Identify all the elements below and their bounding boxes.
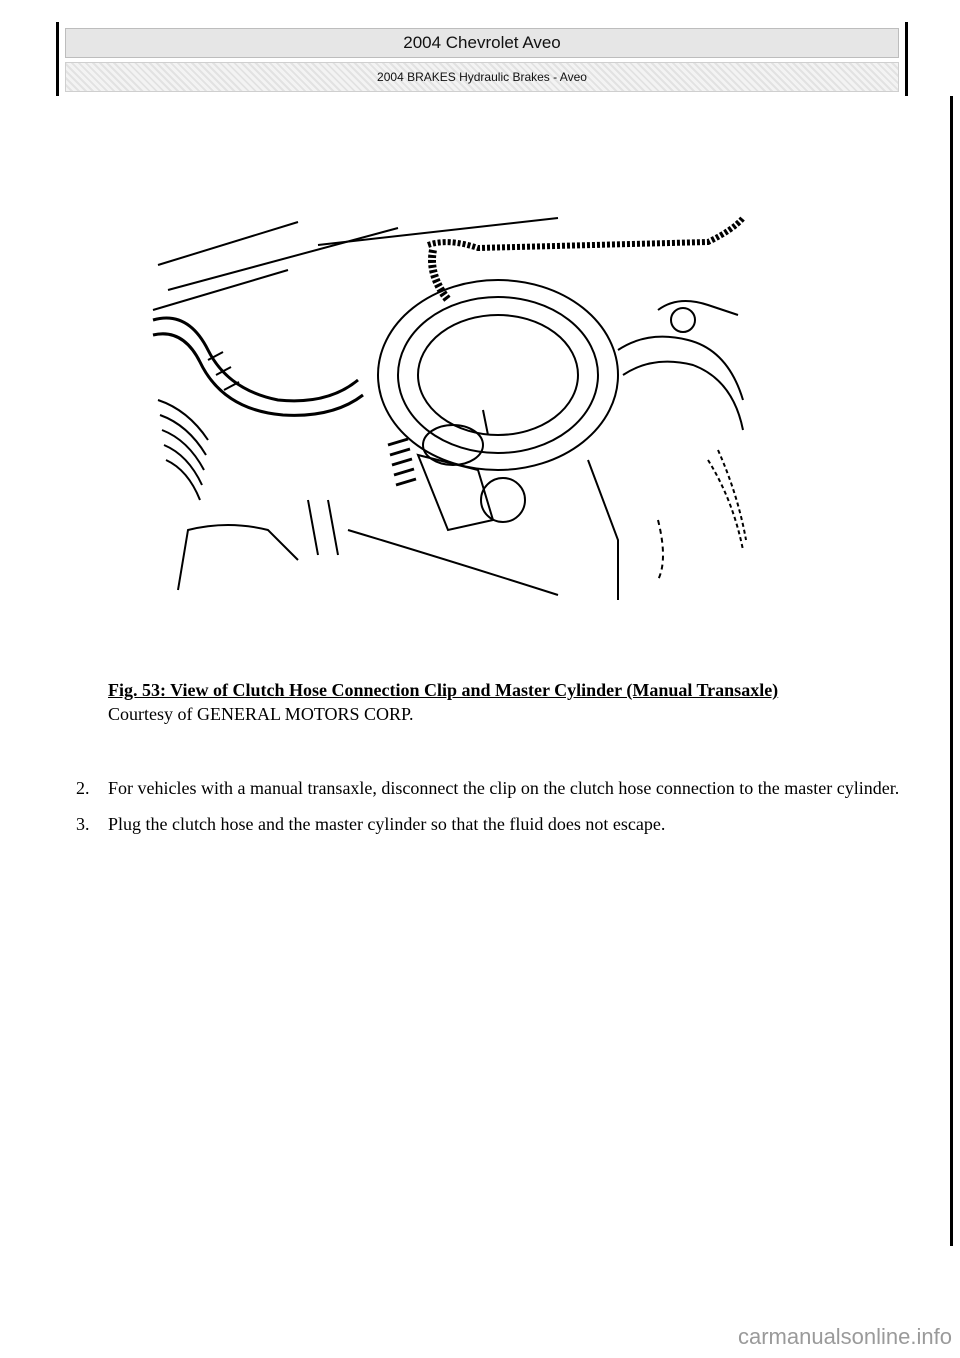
procedure-steps bbox=[76, 776, 916, 848]
document-title: 2004 Chevrolet Aveo bbox=[65, 28, 899, 58]
step-text: Plug the clutch hose and the master cylinder so that the fluid does not escape. bbox=[108, 814, 666, 834]
brake-master-cylinder-illustration bbox=[148, 200, 748, 610]
step-number: 2. bbox=[76, 778, 90, 798]
step-number: 3. bbox=[76, 814, 90, 834]
footer-watermark: carmanualsonline.info bbox=[737, 1324, 952, 1349]
caption-credit: Courtesy of GENERAL MOTORS CORP. bbox=[108, 704, 414, 724]
right-margin-rule bbox=[950, 96, 953, 1246]
document-subtitle: 2004 BRAKES Hydraulic Brakes - Aveo bbox=[65, 62, 899, 92]
step-text: For vehicles with a manual transaxle, disconnect the clip on the clutch hose connection to the master cylinder. bbox=[108, 778, 900, 798]
step-item bbox=[76, 776, 916, 800]
step-item bbox=[76, 812, 916, 836]
page-header bbox=[56, 22, 908, 96]
figure-caption bbox=[108, 678, 868, 726]
caption-title: Fig. 53: View of Clutch Hose Connection Clip and Master Cylinder (Manual Transaxle) bbox=[108, 680, 779, 700]
